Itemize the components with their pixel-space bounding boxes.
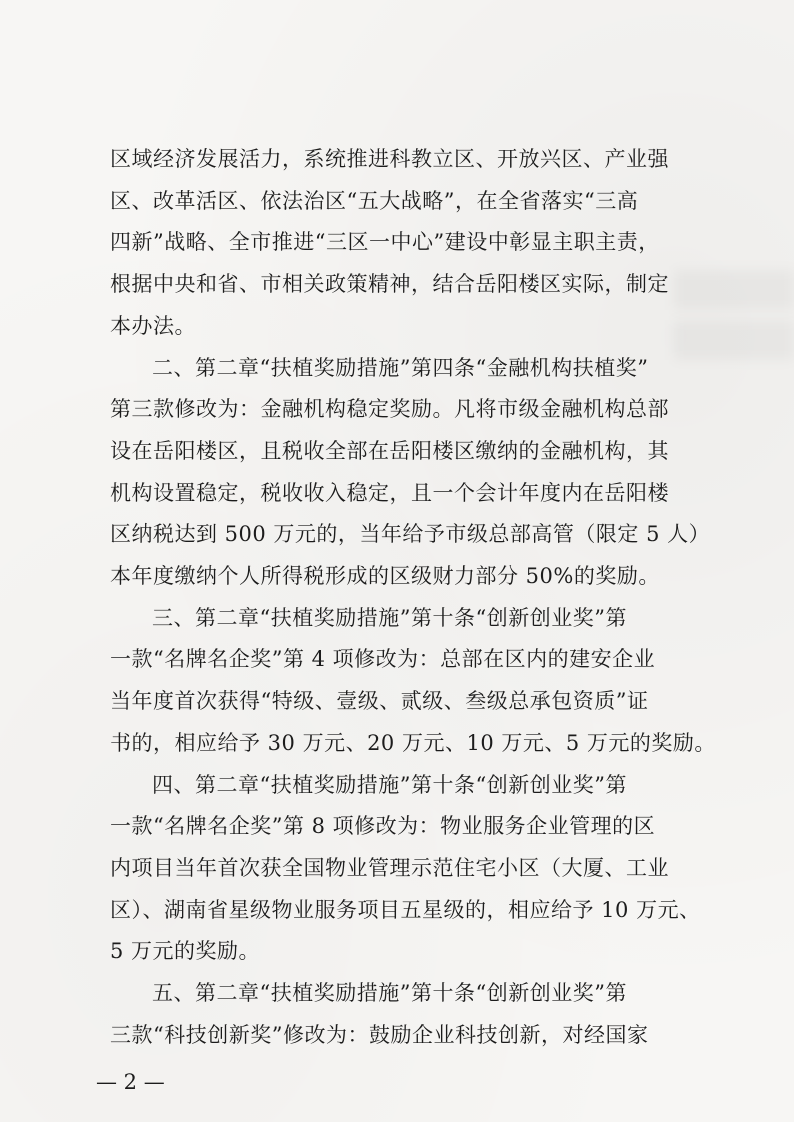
scan-shadow bbox=[674, 270, 794, 310]
text-line: 5 万元的奖励。 bbox=[110, 939, 261, 964]
paragraph-heading-line: 五、第二章“扶植奖励措施”第十条“创新创业奖”第 bbox=[152, 981, 627, 1005]
text-line: 本办法。 bbox=[110, 313, 196, 338]
text-line: 区纳税达到 500 万元的，当年给予市级总部高管（限定 5 人） bbox=[110, 522, 711, 547]
text-line: 三款“科技创新奖”修改为：鼓励企业科技创新，对经国家 bbox=[110, 1022, 649, 1047]
text-line: 一款“名牌名企奖”第 4 项修改为：总部在区内的建安企业 bbox=[110, 647, 656, 672]
text-line: 区域经济发展活力，系统推进科教立区、开放兴区、产业强 bbox=[110, 147, 669, 171]
paragraph-heading-line: 四、第二章“扶植奖励措施”第十条“创新创业奖”第 bbox=[152, 772, 627, 797]
text-line: 机构设置稳定，税收收入稳定，且一个会计年度内在岳阳楼 bbox=[110, 480, 669, 505]
text-line: 书的，相应给予 30 万元、20 万元、10 万元、5 万元的奖励。 bbox=[110, 730, 716, 755]
text-line: 设在岳阳楼区，且税收全部在岳阳楼区缴纳的金融机构，其 bbox=[110, 438, 669, 463]
text-line: 本年度缴纳个人所得税形成的区级财力部分 50%的奖励。 bbox=[110, 564, 660, 588]
text-line: 一款“名牌名企奖”第 8 项修改为：物业服务企业管理的区 bbox=[110, 814, 656, 839]
paragraph-heading-line: 三、第二章“扶植奖励措施”第十条“创新创业奖”第 bbox=[152, 605, 627, 630]
paragraph-heading-line: 二、第二章“扶植奖励措施”第四条“金融机构扶植奖” bbox=[152, 355, 649, 380]
text-line: 内项目当年首次获全国物业管理示范住宅小区（大厦、工业 bbox=[110, 855, 669, 880]
text-line: 第三款修改为：金融机构稳定奖励。凡将市级金融机构总部 bbox=[110, 397, 669, 422]
text-line: 区、改革活区、依法治区“五大战略”，在全省落实“三高 bbox=[110, 188, 639, 213]
scan-shadow bbox=[674, 320, 794, 360]
text-line: 根据中央和省、市相关政策精神，结合岳阳楼区实际，制定 bbox=[110, 272, 669, 297]
text-line: 当年度首次获得“特级、壹级、贰级、叁级总承包资质”证 bbox=[110, 689, 649, 714]
page-number: — 2 — bbox=[96, 1070, 165, 1095]
text-line: 四新”战略、全市推进“三区一中心”建设中彰显主职主责， bbox=[110, 230, 660, 255]
text-line: 区）、湖南省星级物业服务项目五星级的，相应给予 10 万元、 bbox=[110, 897, 701, 922]
